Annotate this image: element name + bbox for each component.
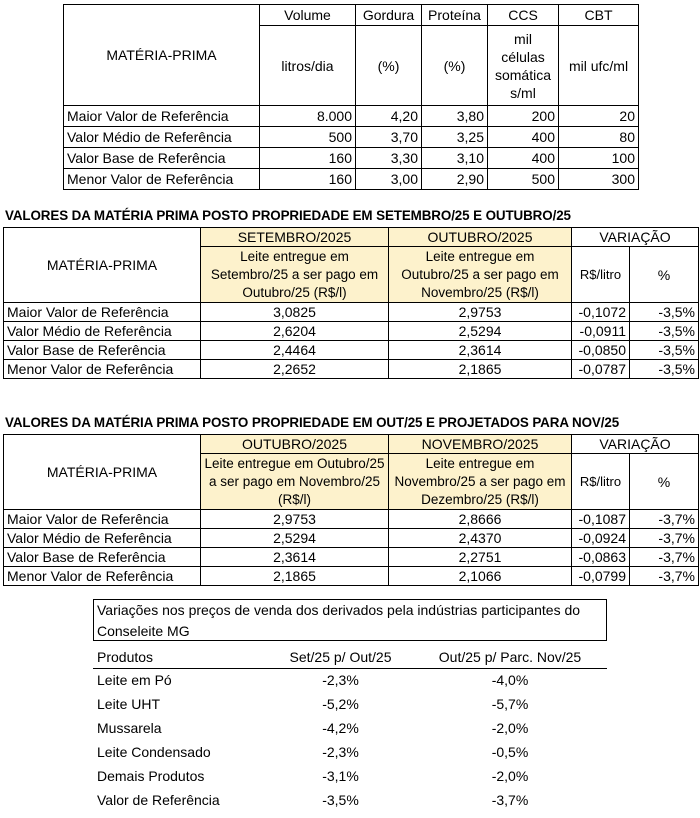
month1-header: SETEMBRO/2025 bbox=[201, 228, 389, 247]
cell: 2,4464 bbox=[201, 341, 389, 360]
cell: -3,5% bbox=[630, 341, 699, 360]
cell: 160 bbox=[260, 169, 356, 190]
cell: -2,3% bbox=[322, 672, 359, 689]
cell: 2,1066 bbox=[389, 567, 572, 586]
cell: 2,9753 bbox=[389, 303, 572, 322]
table1-corner: MATÉRIA-PRIMA bbox=[64, 5, 260, 106]
header-ccs: CCS bbox=[488, 5, 559, 26]
derivatives-table bbox=[93, 646, 607, 812]
header-volume: Volume bbox=[260, 5, 356, 26]
cell: -0,0787 bbox=[572, 360, 630, 379]
cell: 2,9753 bbox=[201, 510, 389, 529]
cell: 400 bbox=[488, 148, 559, 169]
reference-parameters-table bbox=[63, 4, 639, 190]
month1-desc: Leite entregue em Outubro/25 a ser pago em Novembro/25 (R$/l) bbox=[201, 454, 389, 510]
cell: -0,0924 bbox=[572, 529, 630, 548]
cell: 20 bbox=[559, 106, 639, 127]
cell: 2,2652 bbox=[201, 360, 389, 379]
month1-desc: Leite entregue em Setembro/25 a ser pago em Outubro/25 (R$/l) bbox=[201, 247, 389, 303]
unit-proteina: (%) bbox=[422, 26, 488, 106]
cell: -4,2% bbox=[322, 720, 359, 736]
row-label: Maior Valor de Referência bbox=[4, 510, 201, 529]
cell: 4,20 bbox=[356, 106, 422, 127]
row-label: Menor Valor de Referência bbox=[4, 567, 201, 586]
cell: 3,70 bbox=[356, 127, 422, 148]
derivatives-note: Variações nos preços de venda dos derivados pela indústrias participantes do Conseleite MG bbox=[93, 599, 607, 641]
cell: 2,4370 bbox=[389, 529, 572, 548]
cell: 400 bbox=[488, 127, 559, 148]
cell: 80 bbox=[559, 127, 639, 148]
header-out-nov: Out/25 p/ Parc. Nov/25 bbox=[413, 646, 607, 668]
table-row bbox=[4, 510, 699, 529]
table-row bbox=[64, 169, 639, 190]
cell: -0,0799 bbox=[572, 567, 630, 586]
header-set-out: Set/25 p/ Out/25 bbox=[268, 646, 413, 668]
cell: -0,0850 bbox=[572, 341, 630, 360]
list-item bbox=[93, 668, 607, 692]
cell: -0,0863 bbox=[572, 548, 630, 567]
table-row bbox=[4, 548, 699, 567]
unit-rs: R$/litro bbox=[572, 247, 630, 303]
cell: 2,5294 bbox=[201, 529, 389, 548]
table-row bbox=[4, 567, 699, 586]
month2-desc: Leite entregue em Outubro/25 a ser pago em Novembro/25 (R$/l) bbox=[389, 247, 572, 303]
unit-pct: % bbox=[630, 454, 699, 510]
cell: 300 bbox=[559, 169, 639, 190]
table-row bbox=[64, 127, 639, 148]
table3-corner: MATÉRIA-PRIMA bbox=[4, 435, 201, 510]
cell: -3,7% bbox=[630, 510, 699, 529]
cell: 500 bbox=[488, 169, 559, 190]
unit-volume: litros/dia bbox=[260, 26, 356, 106]
row-label: Valor Médio de Referência bbox=[64, 127, 260, 148]
cell: 200 bbox=[488, 106, 559, 127]
header-proteina: Proteína bbox=[422, 5, 488, 26]
cell: 2,90 bbox=[422, 169, 488, 190]
table3-title: VALORES DA MATÉRIA PRIMA POSTO PROPRIEDADE EM OUT/25 E PROJETADOS PARA NOV/25 bbox=[5, 415, 620, 430]
cell: -5,7% bbox=[491, 696, 529, 712]
header-produtos: Produtos bbox=[93, 646, 268, 668]
cell: 8.000 bbox=[260, 106, 356, 127]
cell: -2,0% bbox=[491, 720, 529, 736]
cell: 3,80 bbox=[422, 106, 488, 127]
cell: 3,30 bbox=[356, 148, 422, 169]
unit-rs: R$/litro bbox=[572, 454, 630, 510]
list-item bbox=[93, 716, 607, 740]
list-item bbox=[93, 764, 607, 788]
list-item bbox=[93, 692, 607, 716]
cell: 2,8666 bbox=[389, 510, 572, 529]
cell: 3,25 bbox=[422, 127, 488, 148]
table-row bbox=[64, 148, 639, 169]
header-gordura: Gordura bbox=[356, 5, 422, 26]
cell: 2,6204 bbox=[201, 322, 389, 341]
product-name: Leite em Pó bbox=[97, 672, 172, 689]
row-label: Menor Valor de Referência bbox=[64, 169, 260, 190]
cell: 3,10 bbox=[422, 148, 488, 169]
row-label: Valor Médio de Referência bbox=[4, 529, 201, 548]
row-label: Maior Valor de Referência bbox=[64, 106, 260, 127]
row-label: Maior Valor de Referência bbox=[4, 303, 201, 322]
cell: 3,00 bbox=[356, 169, 422, 190]
row-label: Valor Base de Referência bbox=[64, 148, 260, 169]
list-item bbox=[93, 788, 607, 812]
month2-header: OUTUBRO/2025 bbox=[389, 228, 572, 247]
cell: 2,1865 bbox=[201, 567, 389, 586]
cell: 2,1865 bbox=[389, 360, 572, 379]
product-name: Demais Produtos bbox=[97, 768, 205, 784]
product-name: Leite UHT bbox=[97, 696, 161, 712]
cell: -0,1087 bbox=[572, 510, 630, 529]
table-row bbox=[4, 303, 699, 322]
cell: -2,0% bbox=[491, 768, 529, 784]
month2-header: NOVEMBRO/2025 bbox=[389, 435, 572, 454]
row-label: Valor Médio de Referência bbox=[4, 322, 201, 341]
table-row bbox=[4, 341, 699, 360]
row-label: Valor Base de Referência bbox=[4, 341, 201, 360]
table-row bbox=[4, 322, 699, 341]
month2-desc: Leite entregue em Novembro/25 a ser pago em Dezembro/25 (R$/l) bbox=[389, 454, 572, 510]
table2-title: VALORES DA MATÉRIA PRIMA POSTO PROPRIEDADE EM SETEMBRO/25 E OUTUBRO/25 bbox=[5, 208, 571, 223]
table2-corner: MATÉRIA-PRIMA bbox=[4, 228, 201, 303]
unit-pct: % bbox=[630, 247, 699, 303]
cell: 100 bbox=[559, 148, 639, 169]
product-name: Valor de Referência bbox=[97, 792, 220, 808]
cell: -3,7% bbox=[630, 567, 699, 586]
cell: -4,0% bbox=[491, 672, 529, 689]
table-row bbox=[64, 106, 639, 127]
product-name: Mussarela bbox=[97, 720, 162, 736]
row-label: Menor Valor de Referência bbox=[4, 360, 201, 379]
month1-header: OUTUBRO/2025 bbox=[201, 435, 389, 454]
unit-gordura: (%) bbox=[356, 26, 422, 106]
oct-nov-table bbox=[3, 434, 699, 586]
table-row bbox=[4, 360, 699, 379]
row-label: Valor Base de Referência bbox=[4, 548, 201, 567]
cell: -3,5% bbox=[630, 360, 699, 379]
cell: -3,5% bbox=[630, 322, 699, 341]
cell: 2,3614 bbox=[201, 548, 389, 567]
sep-oct-table bbox=[3, 227, 699, 379]
cell: -5,2% bbox=[322, 696, 359, 712]
cell: 2,3614 bbox=[389, 341, 572, 360]
cell: 2,5294 bbox=[389, 322, 572, 341]
header-cbt: CBT bbox=[559, 5, 639, 26]
cell: -0,0911 bbox=[572, 322, 630, 341]
list-item bbox=[93, 740, 607, 764]
cell: -3,5% bbox=[322, 792, 359, 808]
variation-header: VARIAÇÃO bbox=[572, 228, 699, 247]
variation-header: VARIAÇÃO bbox=[572, 435, 699, 454]
unit-cbt: mil ufc/ml bbox=[559, 26, 639, 106]
table-row bbox=[4, 529, 699, 548]
unit-ccs: mil células somática s/ml bbox=[488, 26, 559, 106]
cell: 160 bbox=[260, 148, 356, 169]
cell: -3,5% bbox=[630, 303, 699, 322]
cell: -3,7% bbox=[491, 792, 529, 808]
cell: -2,3% bbox=[322, 744, 359, 760]
cell: 2,2751 bbox=[389, 548, 572, 567]
cell: -3,7% bbox=[630, 529, 699, 548]
cell: -3,7% bbox=[630, 548, 699, 567]
cell: 500 bbox=[260, 127, 356, 148]
cell: -0,5% bbox=[491, 744, 529, 760]
product-name: Leite Condensado bbox=[97, 744, 211, 760]
cell: -3,1% bbox=[322, 768, 359, 784]
cell: 3,0825 bbox=[201, 303, 389, 322]
cell: -0,1072 bbox=[572, 303, 630, 322]
